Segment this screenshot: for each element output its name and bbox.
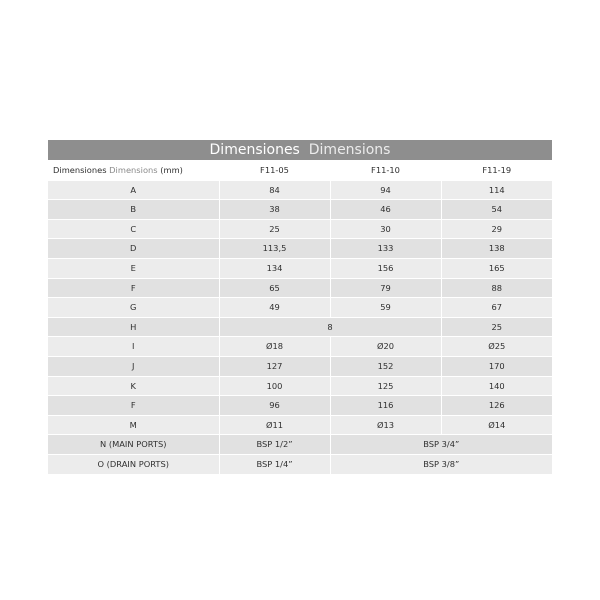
table-cell: 25 xyxy=(441,317,552,337)
table-cell: I xyxy=(48,337,219,357)
table-cell: H xyxy=(48,317,219,337)
table-row xyxy=(48,337,552,357)
table-row xyxy=(48,180,552,200)
table-cell: 170 xyxy=(441,356,552,376)
table-row xyxy=(48,278,552,298)
table-cell: M xyxy=(48,415,219,435)
table-row xyxy=(48,298,552,318)
table-cell: F xyxy=(48,396,219,416)
table-cell: D xyxy=(48,239,219,259)
table-cell: 156 xyxy=(330,258,441,278)
table-row xyxy=(48,435,552,455)
table-cell: 126 xyxy=(441,396,552,416)
header-label-es: Dimensiones xyxy=(53,165,107,175)
table-cell: O (DRAIN PORTS) xyxy=(48,454,219,473)
header-label xyxy=(48,161,219,181)
table-title xyxy=(48,140,552,161)
header-row xyxy=(48,161,552,181)
table-cell: G xyxy=(48,298,219,318)
header-model: F11-05 xyxy=(219,161,330,181)
table-cell: F xyxy=(48,278,219,298)
table-row xyxy=(48,317,552,337)
table-cell: 49 xyxy=(219,298,330,318)
table-cell: J xyxy=(48,356,219,376)
table-cell: 88 xyxy=(441,278,552,298)
table-cell: BSP 1/4” xyxy=(219,454,330,473)
table-cell: Ø25 xyxy=(441,337,552,357)
table-cell: BSP 3/4” xyxy=(330,435,552,455)
table-cell: 84 xyxy=(219,180,330,200)
table-cell: Ø20 xyxy=(330,337,441,357)
table-row xyxy=(48,415,552,435)
table-cell: 96 xyxy=(219,396,330,416)
table-cell: A xyxy=(48,180,219,200)
table-row xyxy=(48,376,552,396)
table-cell: 113,5 xyxy=(219,239,330,259)
table-cell: Ø13 xyxy=(330,415,441,435)
table-row xyxy=(48,239,552,259)
table-row xyxy=(48,396,552,416)
table-cell: C xyxy=(48,219,219,239)
table-cell: 140 xyxy=(441,376,552,396)
table-cell: 30 xyxy=(330,219,441,239)
table-cell: 46 xyxy=(330,200,441,220)
table-cell: 79 xyxy=(330,278,441,298)
table-cell: 59 xyxy=(330,298,441,318)
table-cell: K xyxy=(48,376,219,396)
table-cell: 38 xyxy=(219,200,330,220)
table-cell: 133 xyxy=(330,239,441,259)
dimensions-table xyxy=(48,140,552,474)
table-cell: 125 xyxy=(330,376,441,396)
table-cell: N (MAIN PORTS) xyxy=(48,435,219,455)
table-row xyxy=(48,454,552,473)
table-cell: 65 xyxy=(219,278,330,298)
table-cell: 127 xyxy=(219,356,330,376)
table-cell: 165 xyxy=(441,258,552,278)
header-label-en: Dimensions xyxy=(109,165,158,175)
table-cell: Ø11 xyxy=(219,415,330,435)
table-cell: Ø18 xyxy=(219,337,330,357)
table-cell: 116 xyxy=(330,396,441,416)
table-title-es: Dimensiones xyxy=(209,142,300,158)
table-cell: 8 xyxy=(219,317,441,337)
table-cell: 25 xyxy=(219,219,330,239)
table-row xyxy=(48,200,552,220)
table-cell: 114 xyxy=(441,180,552,200)
table-cell: B xyxy=(48,200,219,220)
table-cell: 100 xyxy=(219,376,330,396)
table-cell: E xyxy=(48,258,219,278)
table-row xyxy=(48,258,552,278)
table-cell: 94 xyxy=(330,180,441,200)
table-cell: BSP 1/2” xyxy=(219,435,330,455)
table-title-row xyxy=(48,140,552,161)
table-cell: 67 xyxy=(441,298,552,318)
table-cell: 134 xyxy=(219,258,330,278)
header-unit: (mm) xyxy=(160,165,183,175)
table-cell: Ø14 xyxy=(441,415,552,435)
table-cell: 152 xyxy=(330,356,441,376)
table-title-en: Dimensions xyxy=(308,142,391,158)
table-cell: 29 xyxy=(441,219,552,239)
table-row xyxy=(48,356,552,376)
header-model: F11-19 xyxy=(441,161,552,181)
table-cell: 54 xyxy=(441,200,552,220)
table-cell: 138 xyxy=(441,239,552,259)
header-model: F11-10 xyxy=(330,161,441,181)
table-cell: BSP 3/8” xyxy=(330,454,552,473)
table-row xyxy=(48,219,552,239)
